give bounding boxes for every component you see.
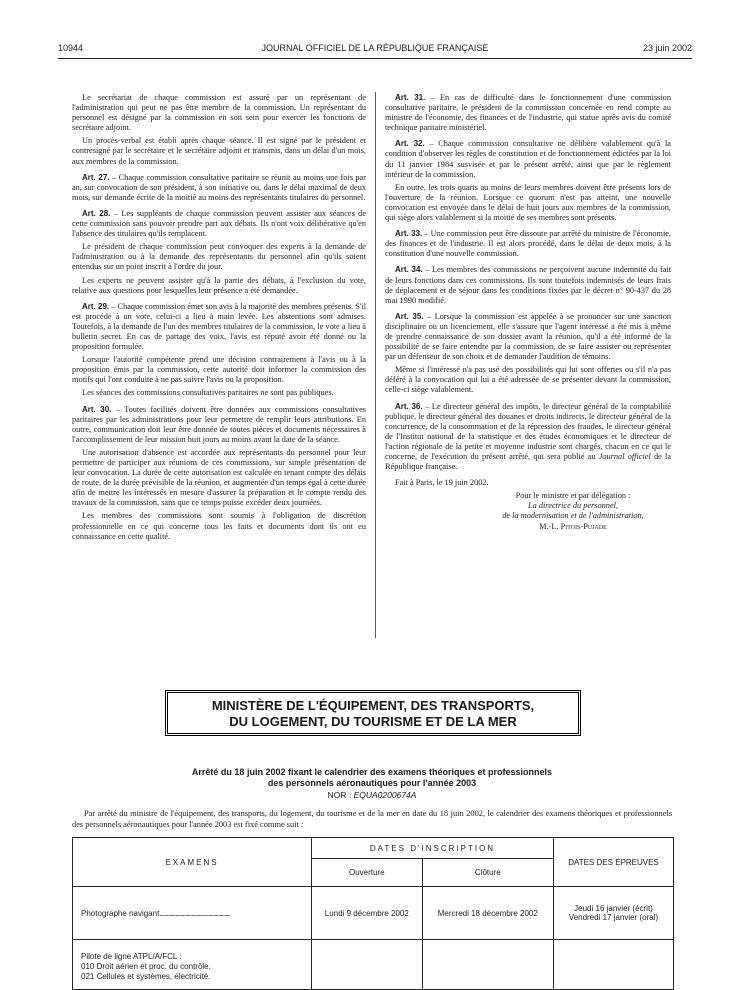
paragraph: Une autorisation d'absence est accordée aux représentants du personnel pour leur permettre de participer aux réunions de ces commissions, sur simple présentation de leur convocation. La durée de cette autorisation est calculée en tenant compte des délais de route, de la durée prévisible de la réunion, et augmentée d'un temps égal à cette durée afin de mettre les intéressés en mesure d'assurer la préparation et le compte rendu des travaux de la commission, sans que ce temps puisse excéder deux journées. [72,447,366,508]
article-label: Art. 29. [82,301,110,311]
done-at: Fait à Paris, le 19 juin 2002. [395,478,489,488]
nor-reference [72,790,672,800]
epreuve-date: Vendredi 17 janvier (oral) [568,913,659,922]
article-30 [72,405,366,445]
article-label: Art. 28. [82,208,111,218]
article-36 [385,402,671,473]
article-28 [72,209,366,239]
ministry-line: MINISTÈRE DE L'ÉQUIPEMENT, DES TRANSPORTS, [211,698,535,713]
article-text: – Chaque commission émet son avis à la majorité des membres présents. S'il est procédé à un vote, celui-ci a lieu à main levée. Les abstentions sont admises. Toutefois, à la demande de l'un des membres titulaires de la commission, le vote a lieu à bulletin secret. En cas de partage des voix, l'avis est réputé avoir été donné ou la proposition formulée. [72,301,366,352]
leader-dots: .......................................................... [159,908,231,918]
table-row [73,940,674,990]
article-text: – Une commission peut être dissoute par arrêté du ministre de l'économie, des finances et de l'industrie. Il est alors procédé, dans le délai de deux mois, à la constitution d'une nouvelle commission. [385,229,672,259]
exam-subject: 021 Cellules et systèmes, électricité. [81,971,211,981]
exam-calendar-table [72,837,674,990]
article-35 [385,312,671,362]
exam-name: Pilote de ligne ATPL/A/FCL : [81,951,182,961]
column-divider [375,92,376,638]
article-label: Art. 33. [395,229,423,239]
signature-title: La directrice du personnel, [527,501,619,511]
article-label: Art. 27. [82,172,110,182]
article-label: Art. 34. [395,265,423,275]
column-header-cloture: Clôture [422,859,553,887]
column-header-dates-inscription: DATES D'INSCRIPTION [312,838,554,859]
journal-reference: Journal officiel [598,452,651,461]
nor-label: NOR : [327,790,354,800]
cloture-cell [422,940,553,990]
table-row [73,887,674,940]
article-text: – Les membres des commissions ne perçoivent aucune indemnité du fait de leurs fonctions dans ces commissions. Ils sont toutefois indemnisés de leurs frais de déplacement et de séjour dans les conditions fixées par le décret n° 90-437 du 28 mai 1990 modifié. [385,265,672,305]
paragraph: Les séances des commissions consultatives paritaires ne sont pas publiques. [82,388,334,398]
article-label: Art. 36. [395,401,423,411]
paragraph: Un procès-verbal est établi après chaque séance. Il est signé par le président et contresigné par le secrétaire et le secrétaire adjoint et transmis, dans un délai d'un mois, aux membres de la commission. [72,136,366,166]
article-29 [72,302,366,352]
column-header-dates-epreuves: DATES DES ÉPREUVES [554,838,674,887]
exam-cell [73,887,312,940]
exam-cell [73,940,312,990]
arrete-title [72,767,672,789]
article-33 [385,229,671,259]
article-text: – Toutes facilités doivent être données aux commissions consultatives paritaires par les administrations pour leur permettre de remplir leurs attributions. En outre, communication doit leur être donnée de toutes pièces et documents nécessaires à l'accomplissement de leur mission huit jours au moins avant la date de la séance. [72,404,366,444]
paragraph: Les experts ne peuvent assister qu'à la partie des débats, à l'exclusion du vote, relative aux questions pour lesquelles leur présence a été demandée. [72,275,366,295]
ouverture-cell [312,940,423,990]
article-text: – Les suppléants de chaque commission peuvent assister aux séances de cette commission sans pouvoir prendre part aux débats. Ils n'ont voix délibérative qu'en l'absence des titulaires qu'ils remplacent. [72,208,367,239]
article-label: Art. 31. [395,93,426,102]
article-label: Art. 32. [395,139,425,149]
article-text: – Chaque commission consultative ne délibère valablement qu'à la condition d'observer les règles de constitution et de fonctionnement édictées par la loi du 11 janvier 1984 susvisée et par le présent arrêté, ainsi que par le règlement intérieur de la commission. [385,139,671,179]
signature-title: de la modernisation et de l'administration, [502,511,644,521]
signature-line: Pour le ministre et par délégation : [515,491,631,501]
article-32 [385,139,671,179]
ministry-heading-box [165,690,581,736]
exam-name: Photographe navigant [81,908,160,918]
article-text: – Le directeur général des impôts, le directeur général de la comptabilité publique, le directeur général des douanes et droits indirects, le directeur général de la concurrence, de la consommation et de la répression des fraudes, le directeur général de l'Institut national de la statistique et des études économiques et le directeur de l'action régionale de la petite et moyenne industrie sont chargés, chacun en ce qui le concerne, de l'exécution du présent arrêté, qui sera publié au [385,401,671,461]
paragraph: Même si l'intéressé n'a pas usé des possibilités qui lui sont offertes ou s'il n'a pas déféré à la convocation qui lui a été adressée de se présenter devant la commission, celle-ci siège valablement. [385,365,671,395]
exam-subject: 010 Droit aérien et proc. du contrôle. [81,961,211,971]
article-label: Art. 35. [395,311,424,321]
page-header [58,43,692,57]
left-column [72,93,366,545]
header-rule [58,58,692,59]
paragraph: Les membres des commissions sont soumis à l'obligation de discrétion professionnelle en ce qui concerne tous les faits et documents dont ils ont eu connaissance en cette qualité. [72,511,366,541]
article-text: – En cas de difficulté dans le fonctionnement d'une commission consultative paritaire, le président de la commission concernée en rend compte au ministre de l'économie, des finances et de l'industrie, qui statue après avis du comité technique paritaire ministériel. [385,93,671,133]
right-column [385,93,671,532]
paragraph: En outre, les trois quarts au moins de leurs membres doivent être présents lors de l'ouverture de la réunion. Lorsque ce quorum n'est pas atteint, une nouvelle convocation est envoyée dans le délai de huit jours aux membres de la commission, qui siège alors valablement si la moitié de ses membres sont présents. [385,182,671,223]
article-27 [72,173,366,203]
article-text: – Chaque commission consultative paritaire se réunit au moins une fois par an, sur convocation de son président, à son initiative ou, dans le délai maximal de deux mois, sur demande écrite de la moitié au moins des représentants titulaires du personnel. [72,172,366,202]
epreuve-date: Jeudi 16 janvier (écrit) [574,904,653,913]
article-text-end: de la République française. [385,452,671,472]
arrete-intro: Par arrêté du ministre de l'équipement, des transports, du logement, du tourisme et de la mer en date du 18 juin 2002, le calendrier des examens théoriques et professionnels des personnels aéronautiques pour l'année 2003 est fixé comme suit : [72,809,672,829]
signatory-name: M.-L. Pitois-Pujade [539,521,607,531]
ministry-line: DU LOGEMENT, DU TOURISME ET DE LA MER [229,714,517,729]
paragraph: Le secrétariat de chaque commission est assuré par un représentant de l'administration qui peut ne pas être membre de la commission. Un représentant du personnel est désigné par la commission en son sein pour exercer les fonctions de secrétaire adjoint. [72,93,366,133]
journal-title: JOURNAL OFFICIEL DE LA RÉPUBLIQUE FRANÇAISE [261,43,489,53]
issue-date: 23 juin 2002 [642,43,692,53]
column-header-examens: EXAMENS [73,838,312,887]
article-label: Art. 30. [82,404,112,414]
paragraph: Le président de chaque commission peut convoquer des experts à la demande de l'administration ou à la demande des représentants du personnel afin qu'ils soient entendus sur un point inscrit à l'ordre du jour. [72,242,366,272]
article-31 [385,93,671,133]
arrete-title-line: des personnels aéronautiques pour l'année 2003 [267,778,477,788]
arrete-title-line: Arrêté du 18 juin 2002 fixant le calendrier des examens théoriques et professionnels [191,767,553,777]
ouverture-cell: Lundi 9 décembre 2002 [312,887,423,940]
column-header-ouverture: Ouverture [312,859,423,887]
cloture-cell: Mercredi 18 décembre 2002 [422,887,553,940]
epreuves-cell [554,887,674,940]
epreuves-cell [554,940,674,990]
paragraph: Lorsque l'autorité compétente prend une décision contrairement à l'avis ou à la proposition émis par la commission, cette autorité doit informer la commission des motifs qui l'ont conduite à ne pas suivre l'avis ou la proposition. [72,355,366,385]
article-text: – Lorsque la commission est appelée à se prononcer sur une sanction disciplinaire ou un licenciement, elle s'assure que l'agent intéressé a été mis à même de prendre connaissance de son dossier avant la réunion, qu'il a été informé de la possibilité de se faire entendre par la commission, de se faire assister ou représenter par un défenseur de son choix et de demander l'audition de témoins. [385,311,671,362]
page-number: 10944 [58,43,84,53]
article-34 [385,265,671,305]
nor-value: EQUA0200674A [353,790,417,800]
